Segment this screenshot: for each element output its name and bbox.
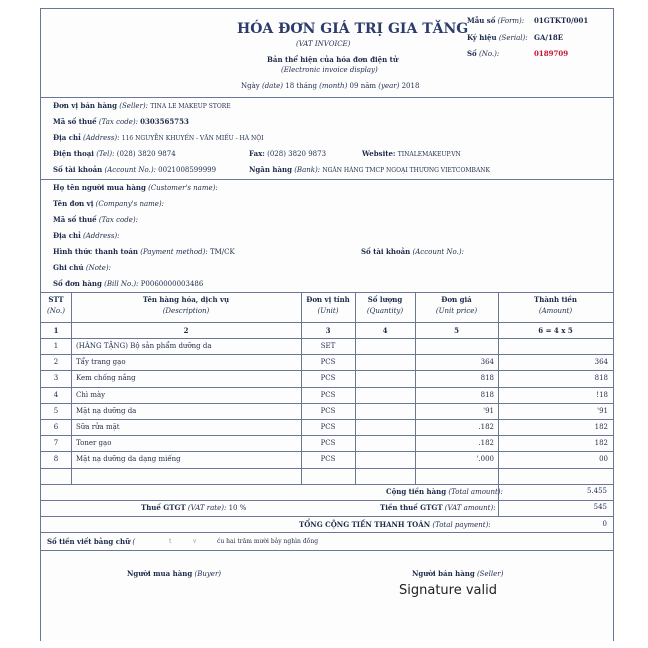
invoice-no-value: 0189709 — [534, 49, 569, 58]
table-cell-desc: Kem chống nắng — [76, 374, 136, 382]
table-header-vi: Số lượng — [367, 295, 403, 304]
seller-tel-row: Điện thoại (Tel): (028) 3820 9874 — [53, 149, 176, 158]
serial-row: Ký hiệu (Serial): — [467, 33, 528, 42]
table-cell-unit: PCS — [320, 358, 336, 366]
invoice-no-row: Số (No.): — [467, 49, 500, 58]
seller-tel: (028) 3820 9874 — [116, 150, 176, 158]
seller-account: 0021008599999 — [158, 166, 217, 174]
table-cell-desc: Tẩy trang gạo — [76, 358, 126, 366]
table-cell-price: '.000 — [476, 455, 494, 463]
bill-number: P0060000003486 — [140, 280, 204, 288]
table-cell-unit: PCS — [320, 455, 336, 463]
buyer-company-row: Tên đơn vị (Company's name): — [53, 199, 165, 208]
grand-total-value: 0 — [602, 520, 607, 528]
table-header-idx: 5 — [454, 326, 459, 335]
month-label-en: (month) — [319, 82, 348, 90]
table-cell-desc: Mặt nạ dưỡng da — [76, 407, 137, 415]
date-label: Ngày — [241, 82, 260, 90]
seller-tax-code: 0303565753 — [140, 117, 189, 126]
display-note: Bản thể hiện của hóa đơn điện tử — [267, 55, 398, 64]
table-header-idx: 2 — [183, 326, 189, 335]
table-cell-no: 6 — [53, 423, 59, 431]
date-label-en: (date) — [261, 82, 284, 90]
date-day: 18 — [285, 82, 295, 90]
table-header-en: (No.) — [47, 307, 65, 315]
table-cell-price: 364 — [480, 358, 494, 366]
table-cell-no: 2 — [53, 358, 59, 366]
seller-fax: (028) 3820 9873 — [267, 150, 327, 158]
table-cell-no: 3 — [53, 374, 59, 382]
table-header-vi: Đơn giá — [441, 295, 472, 304]
vat-rate: 10 % — [228, 504, 247, 512]
table-cell-amount: 364 — [594, 358, 608, 366]
year-label: năm — [360, 82, 377, 90]
table-cell-amount: !18 — [596, 391, 608, 399]
table-header-en: (Unit price) — [435, 307, 478, 315]
seller-signature-label: Người bán hàng (Seller) — [412, 569, 504, 578]
table-cell-no: 7 — [53, 439, 59, 447]
amount-in-words: ću hai trăm mười bảy nghìn đồng — [217, 538, 319, 545]
seller-name: TINA LE MAKEUP STORE — [150, 103, 231, 110]
seller-bank-row: Ngân hàng (Bank): NGÂN HÀNG TMCP NGOẠI THƯƠNG VIETCOMBANK — [249, 165, 491, 174]
table-cell-price: '91 — [483, 407, 494, 415]
invoice-date-line — [241, 82, 419, 90]
table-cell-unit: PCS — [320, 439, 336, 447]
vat-amount-value: 545 — [593, 503, 607, 511]
table-cell-desc: (HÀNG TẶNG) Bộ sản phẩm dưỡng da — [76, 342, 212, 350]
table-cell-price: .182 — [478, 439, 494, 447]
serial-value: GA/18E — [534, 33, 564, 42]
subtotal-label: Cộng tiền hàng (Total amount): — [386, 487, 503, 496]
seller-address: 116 NGUYỄN KHUYẾN - VĂN MIẾU - HÀ NỘI — [121, 135, 264, 142]
table-header-idx: 1 — [53, 326, 59, 335]
table-cell-no: 5 — [53, 407, 59, 415]
table-cell-price: 818 — [480, 374, 494, 382]
month-label: tháng — [296, 82, 317, 90]
table-cell-unit: PCS — [320, 391, 336, 399]
buyer-bill-row: Số đơn hàng (Bill No.): P0060000003486 — [53, 279, 204, 288]
table-cell-amount: 00 — [599, 455, 608, 463]
table-header-en: (Unit) — [317, 307, 339, 315]
subtotal-value: 5.455 — [586, 487, 607, 495]
table-cell-unit: PCS — [320, 374, 336, 382]
table-cell-desc: Chì mày — [76, 391, 106, 399]
buyer-account-row: Số tài khoản (Account No.): — [361, 247, 464, 256]
invoice-title-en: (VAT INVOICE) — [296, 40, 351, 48]
invoice-title: HÓA ĐƠN GIÁ TRỊ GIA TĂNG — [237, 21, 469, 37]
display-note-en: (Electronic invoice display) — [281, 66, 378, 74]
seller-account-row: Số tài khoản (Account No.): 0021008599999 — [53, 165, 217, 174]
table-header-vi: Thành tiền — [534, 295, 577, 304]
buyer-payment-row: Hình thức thanh toán (Payment method): TM/CK — [53, 247, 235, 256]
buyer-note-row: Ghi chú (Note): — [53, 263, 111, 272]
table-header-idx: 3 — [325, 326, 331, 335]
table-cell-amount: 818 — [594, 374, 608, 382]
amount-in-words-row: Số tiền viết bằng chữ ( — [47, 537, 136, 546]
table-cell-amount: 182 — [594, 423, 608, 431]
table-cell-unit: PCS — [320, 423, 336, 431]
amount-in-words-fragment-2: v — [193, 538, 197, 545]
seller-address-row: Địa chỉ (Address): 116 NGUYỄN KHUYẾN - VĂN MIẾU - HÀ NỘI — [53, 133, 264, 142]
form-number-row: Mẫu số (Form): — [467, 16, 525, 25]
seller-fax-row: Fax: (028) 3820 9873 — [249, 149, 327, 158]
signature-valid-stamp: Signature valid — [399, 583, 497, 598]
table-header-en: (Description) — [162, 307, 210, 315]
table-cell-unit: SET — [320, 342, 336, 350]
date-month: 09 — [349, 82, 359, 90]
table-header-vi: Tên hàng hóa, dịch vụ — [142, 295, 230, 304]
table-cell-desc: Sữa rửa mặt — [76, 423, 120, 431]
buyer-tax-row: Mã số thuế (Tax code): — [53, 215, 138, 224]
buyer-name-row: Họ tên người mua hàng (Customer's name): — [53, 183, 218, 192]
table-cell-amount: 182 — [594, 439, 608, 447]
year-label-en: (year) — [378, 82, 400, 90]
seller-website: TINALEMAKEUP.VN — [397, 151, 461, 158]
table-header-en: (Amount) — [538, 307, 573, 315]
invoice-page — [40, 8, 614, 641]
table-header-vi: STT — [48, 295, 64, 304]
table-cell-no: 1 — [53, 342, 59, 350]
table-cell-no: 8 — [53, 455, 59, 463]
form-number-value: 01GTKT0/001 — [534, 16, 589, 25]
amount-in-words-fragment-1: t — [169, 538, 172, 545]
vat-rate-label: Thuế GTGT (VAT rate): 10 % — [141, 503, 247, 512]
table-cell-unit: PCS — [320, 407, 336, 415]
table-cell-amount: '91 — [597, 407, 608, 415]
buyer-address-row: Địa chỉ (Address): — [53, 231, 120, 240]
buyer-signature-label: Người mua hàng (Buyer) — [127, 569, 222, 578]
table-cell-no: 4 — [53, 391, 59, 399]
grand-total-label: TỔNG CỘNG TIỀN THANH TOÁN (Total payment): — [299, 520, 491, 529]
table-cell-price: .182 — [478, 423, 494, 431]
date-year: 2018 — [401, 82, 420, 90]
table-cell-price: 818 — [480, 391, 494, 399]
table-header-idx: 6 = 4 x 5 — [538, 326, 573, 335]
table-cell-desc: Mặt nạ dưỡng da dạng miếng — [76, 455, 181, 463]
table-cell-desc: Toner gạo — [76, 439, 112, 447]
vat-amount-label: Tiền thuế GTGT (VAT amount): — [380, 503, 496, 512]
seller-tax-row: Mã số thuế (Tax code): 0303565753 — [53, 117, 189, 126]
table-header-vi: Đơn vị tính — [306, 295, 350, 304]
seller-name-row: Đơn vị bán hàng (Seller): TINA LE MAKEUP STORE — [53, 101, 231, 110]
payment-method: TM/CK — [209, 248, 235, 256]
seller-web-row: Website: TINALEMAKEUP.VN — [362, 149, 461, 158]
seller-bank: NGÂN HÀNG TMCP NGOẠI THƯƠNG VIETCOMBANK — [322, 167, 491, 174]
table-header-idx: 4 — [382, 326, 388, 335]
table-header-en: (Quantity) — [366, 307, 404, 315]
